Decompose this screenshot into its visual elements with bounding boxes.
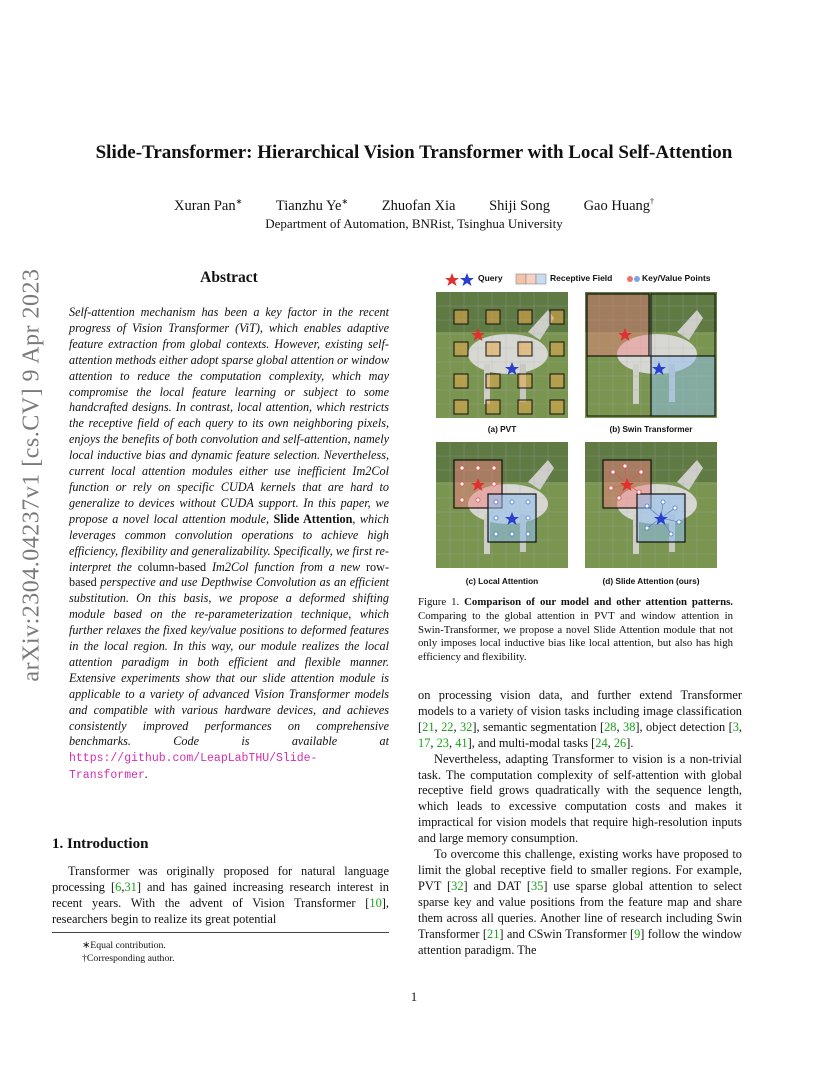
figure-1 [436,270,718,590]
citation[interactable]: 23 [436,735,449,750]
footnote-corresponding: †Corresponding author. [82,953,175,964]
citation[interactable]: 35 [530,878,544,893]
author: Shiji Song [489,197,550,214]
legend-kv-label: Key/Value Points [642,273,711,283]
abstract-body: Self-attention mechanism has been a key factor in the recent progress of Vision Transformer (ViT), which enables adaptive feature extraction from global contexts. However, existing self-attention methods either adopt sparse global attention or window attention to reduce the computation complexity, which may compromise the local feature learning or subject to some handcrafted designs. In contrast, local attention, which restricts the receptive field of each query to its own neighboring pixels, enjoys the benefits of both convolution and self-attention, namely local inductive bias and dynamic feature selection. Nevertheless, current local attention modules either use inefficient Im2Col function or rely on specific CUDA kernels that are hard to generalize to devices without CUDA support. In this paper, we propose a novel local attention module, Slide Attention, which leverages common convolution operations to achieve high efficiency, flexibility and generalizability. Specifically, we first re-interpret the column-based Im2Col function from a new row-based perspective and use Depthwise Convolution as an efficient substitution. On this basis, we propose a deformed shifting module based on the re-parameterization technique, which further relaxes the fixed key/value positions to deformed features in the local region. In this way, our module realizes the local attention paradigm in both efficient and flexible manner. Extensive experiments show that our slide attention module is applicable to a variety of advanced Vision Transformer models and compatible with various hardware devices, and achieves consistently improved performances on comprehensive benchmarks. Code is available at https://github.com/LeapLabTHU/Slide-Transformer. [69,305,390,783]
citation[interactable]: 21 [487,926,500,941]
footnotes [52,932,389,965]
paragraph: Nevertheless, adapting Transformer to vision is a non-trivial task. The computation complexity of self-attention with global receptive field grows quadratically with the sequence length, which leads to excessive computation costs and makes it impractical for vision models that require high-resolution inputs and large memory consumption. [418,751,742,846]
kv-point-icon [634,276,640,282]
citation[interactable]: 32 [451,878,464,893]
panel-slide-attention [585,442,717,568]
citation[interactable]: 32 [459,719,473,734]
citation[interactable]: 17 [418,735,431,750]
legend-query-label: Query [478,273,503,283]
panel-swin [585,292,717,418]
abstract-heading: Abstract [200,269,258,286]
citation[interactable]: 31 [124,879,137,894]
panel-caption: (a) PVT [487,424,517,434]
receptive-field-swatch-icon [526,274,536,284]
panel-caption: (b) Swin Transformer [609,424,693,434]
citation[interactable]: 22 [441,719,454,734]
figure-caption: Figure 1. Comparison of our model and other attention patterns. Comparing to the global attention in PVT and window attention in Swin-Transformer, we propose a novel Slide Attention module that not only imposes local inductive bias like local attention, but also has high efficiency and flexibility. [418,596,733,664]
footnote-equal: ∗Equal contribution. [82,940,166,951]
citation[interactable]: 41 [455,735,468,750]
citation[interactable]: 9 [634,926,641,941]
kv-point-icon [627,276,633,282]
intro-paragraph: Transformer was originally proposed for natural language processing [6,31] and has gained increasing research interest in recent years. With the advent of Vision Transformer [10], researchers begin to realize its great potential [52,864,390,926]
section-heading-introduction: 1. Introduction [52,836,149,852]
paragraph: on processing vision data, and further extend Transformer models to a variety of vision tasks including image classification [21, 22, 32], semantic segmentation [28, 38], object detection [3, 17, 23, 41], and multi-modal tasks [24, 26]. [418,688,743,750]
star-icon [445,273,459,286]
panel-caption: (c) Local Attention [465,576,539,586]
receptive-field-swatch-icon [536,274,546,284]
citation[interactable]: 21 [422,719,435,734]
author: Gao Huang† [583,197,655,214]
arxiv-id: arXiv:2304.04237v1 [cs.CV] 9 Apr 2023 [18,268,45,682]
citation[interactable]: 28 [604,719,617,734]
citation[interactable]: 3 [732,719,739,734]
panel-caption: (d) Slide Attention (ours) [602,576,700,586]
receptive-field-swatch-icon [516,274,526,284]
author: Zhuofan Xia [381,197,456,214]
right-column-text [418,688,742,958]
panel-slide-graphic [585,442,717,568]
panel-pvt-graphic [436,292,568,418]
citation[interactable]: 38 [623,719,636,734]
author-list [0,197,828,215]
author: Tianzhu Ye∗ [275,197,349,214]
panel-pvt [436,292,568,418]
affiliation: Department of Automation, BNRist, Tsinghua University [265,216,563,231]
paragraph: To overcome this challenge, existing works have proposed to limit the global receptive field to smaller regions. For example, PVT [32] and DAT [35] use sparse global attention to select sparse key and value positions from the feature map and share them across all queries. Another line of research including Swin Transformer [21] and CSwin Transformer [9] follow the window attention paradigm. The [418,847,742,957]
legend-receptive-field-label: Receptive Field [550,273,613,283]
citation[interactable]: 26 [613,735,627,750]
citation[interactable]: 24 [595,735,608,750]
panel-local-graphic [436,442,568,568]
star-icon [460,273,474,286]
citation[interactable]: 10 [369,895,382,910]
slide-attention-term: Slide Attention [273,511,353,526]
page-number: 1 [410,990,418,1004]
paper-title: Slide-Transformer: Hierarchical Vision Transformer with Local Self-Attention [95,142,733,163]
panel-local-attention [436,442,568,568]
panel-swin-graphic [585,292,717,418]
citation[interactable]: 6 [115,879,122,894]
code-link[interactable]: https://github.com/LeapLabTHU/Slide-Transformer [69,752,318,783]
author: Xuran Pan∗ [173,197,243,214]
figure-legend [436,270,718,288]
